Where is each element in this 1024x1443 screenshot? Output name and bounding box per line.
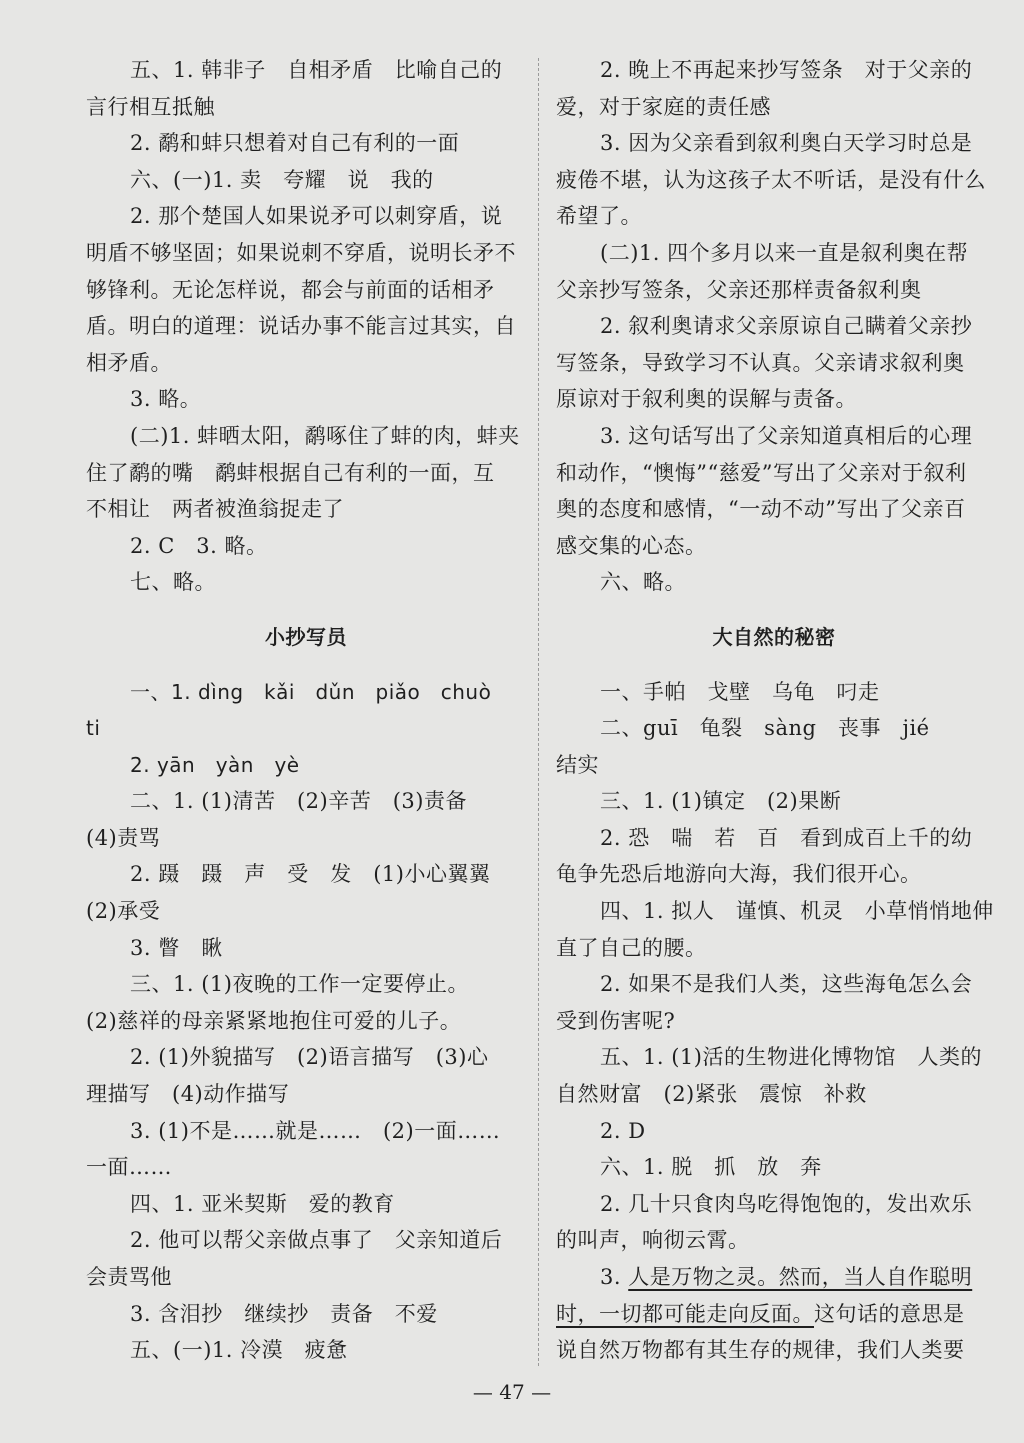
answer-line: 2. 他可以帮父亲做点事了 父亲知道后	[130, 1228, 503, 1253]
answer-line: 3. 人是万物之灵。然而，当人自作聪明	[600, 1265, 973, 1289]
answer-line: 2. yān yàn yè	[130, 752, 300, 777]
page-number: — 47 —	[472, 1380, 552, 1404]
answer-line: 写签条，导致学习不认真。父亲请求叙利奥	[556, 350, 965, 375]
left-column	[86, 52, 526, 1369]
answer-line: 二、guī 龟裂 sàng 丧事 jié	[600, 716, 930, 741]
answer-line: 2. 叙利奥请求父亲原谅自己瞒着父亲抄	[600, 314, 973, 339]
answer-line: 一面……	[86, 1155, 172, 1180]
answer-line: 3. 略。	[130, 387, 202, 412]
answer-line: 自然财富 (2)紧张 震惊 补救	[556, 1082, 867, 1107]
answer-line: 2. 那个楚国人如果说矛可以刺穿盾，说	[130, 204, 503, 229]
answer-line: 受到伤害呢?	[556, 1008, 676, 1033]
answer-line: 一、手帕 戈壁 乌龟 叼走	[600, 679, 880, 704]
answer-line: 说自然万物都有其生存的规律，我们人类要	[556, 1338, 965, 1363]
answer-line: 言行相互抵触	[86, 94, 215, 119]
answer-line: 2. 几十只食肉鸟吃得饱饱的，发出欢乐	[600, 1191, 973, 1216]
answer-line: 二、1. (1)清苦 (2)辛苦 (3)责备	[130, 789, 467, 814]
answer-line: (4)责骂	[86, 825, 161, 850]
answer-line: 三、1. (1)镇定 (2)果断	[600, 789, 842, 814]
answer-line: 2. 蹑 蹑 声 受 发 (1)小心翼翼	[130, 862, 491, 887]
answer-line: 七、略。	[130, 570, 216, 595]
answer-line: 时，一切都可能走向反面。这句话的意思是	[556, 1301, 965, 1326]
answer-line: 原谅对于叙利奥的误解与责备。	[556, 387, 857, 412]
column-divider	[538, 58, 539, 1366]
answer-line: ti	[86, 716, 101, 741]
answer-line: 希望了。	[556, 204, 642, 229]
answer-line: 四、1. 亚米契斯 爱的教育	[130, 1191, 395, 1216]
answer-line: (2)承受	[86, 899, 161, 924]
answer-line: 3. 这句话写出了父亲知道真相后的心理	[600, 423, 973, 448]
answer-line: 够锋利。无论怎样说，都会与前面的话相矛	[86, 277, 495, 302]
answer-line: 一、1. dìng kǎi dǔn piǎo chuò	[130, 679, 492, 704]
answer-line: 六、(一)1. 卖 夸耀 说 我的	[130, 167, 434, 192]
answer-line: (二)1. 四个多月以来一直是叙利奥在帮	[600, 240, 969, 265]
answer-line: 3. 瞥 瞅	[130, 935, 223, 960]
answer-line: 2. 恐 喘 若 百 看到成百上千的幼	[600, 825, 973, 850]
answer-line: (2)慈祥的母亲紧紧地抱住可爱的儿子。	[86, 1008, 462, 1033]
answer-line: 五、(一)1. 冷漠 疲惫	[130, 1338, 348, 1363]
answer-line: 相矛盾。	[86, 350, 172, 375]
answer-line: 的叫声，响彻云霄。	[556, 1228, 750, 1253]
answer-line: 不相让 两者被渔翁捉走了	[86, 497, 344, 522]
answer-line: 盾。明白的道理：说话办事不能言过其实，自	[86, 314, 516, 339]
answer-line: 爱，对于家庭的责任感	[556, 94, 771, 119]
answer-line: 龟争先恐后地游向大海，我们很开心。	[556, 862, 922, 887]
answer-line: 明盾不够坚固；如果说刺不穿盾，说明长矛不	[86, 240, 516, 265]
answer-line: 五、1. (1)活的生物进化博物馆 人类的	[600, 1045, 982, 1070]
answer-line: 2. D	[600, 1118, 646, 1143]
answer-line: 3. 因为父亲看到叙利奥白天学习时总是	[600, 131, 973, 156]
answer-line: 结实	[556, 752, 599, 777]
answer-line: 2. 如果不是我们人类，这些海龟怎么会	[600, 972, 973, 997]
answer-line: 六、略。	[600, 570, 686, 595]
right-column	[556, 52, 992, 1369]
answer-line: 三、1. (1)夜晚的工作一定要停止。	[130, 972, 469, 997]
section-title: 小抄写员	[265, 624, 347, 649]
answer-line: 五、1. 韩非子 自相矛盾 比喻自己的	[130, 58, 503, 82]
answer-line: 感交集的心态。	[556, 533, 707, 558]
answer-line: (二)1. 蚌晒太阳，鹬啄住了蚌的肉，蚌夹	[130, 423, 520, 448]
answer-line: 2. 鹬和蚌只想着对自己有利的一面	[130, 131, 460, 156]
answer-line: 理描写 (4)动作描写	[86, 1082, 290, 1107]
answer-line: 和动作，“懊悔”“慈爱”写出了父亲对于叙利	[556, 460, 967, 485]
answer-line: 疲倦不堪，认为这孩子太不听话，是没有什么	[556, 167, 986, 192]
answer-line: 父亲抄写签条，父亲还那样责备叙利奥	[556, 277, 922, 302]
answer-line: 住了鹬的嘴 鹬蚌根据自己有利的一面，互	[86, 460, 495, 485]
answer-line: 六、1. 脱 抓 放 奔	[600, 1155, 822, 1180]
answer-line: 会责骂他	[86, 1265, 172, 1289]
answer-line: 2. 晚上不再起来抄写签条 对于父亲的	[600, 58, 973, 82]
answer-line: 2. (1)外貌描写 (2)语言描写 (3)心	[130, 1045, 489, 1070]
answer-line: 3. 含泪抄 继续抄 责备 不爱	[130, 1301, 438, 1326]
answer-line: 四、1. 拟人 谨慎、机灵 小草悄悄地伸	[600, 899, 994, 924]
answer-line: 3. (1)不是……就是…… (2)一面……	[130, 1118, 501, 1143]
answer-line: 奥的态度和感情，“一动不动”写出了父亲百	[556, 497, 966, 522]
answer-line: 2. C 3. 略。	[130, 533, 268, 558]
answer-line: 直了自己的腰。	[556, 935, 707, 960]
section-title: 大自然的秘密	[712, 624, 836, 649]
